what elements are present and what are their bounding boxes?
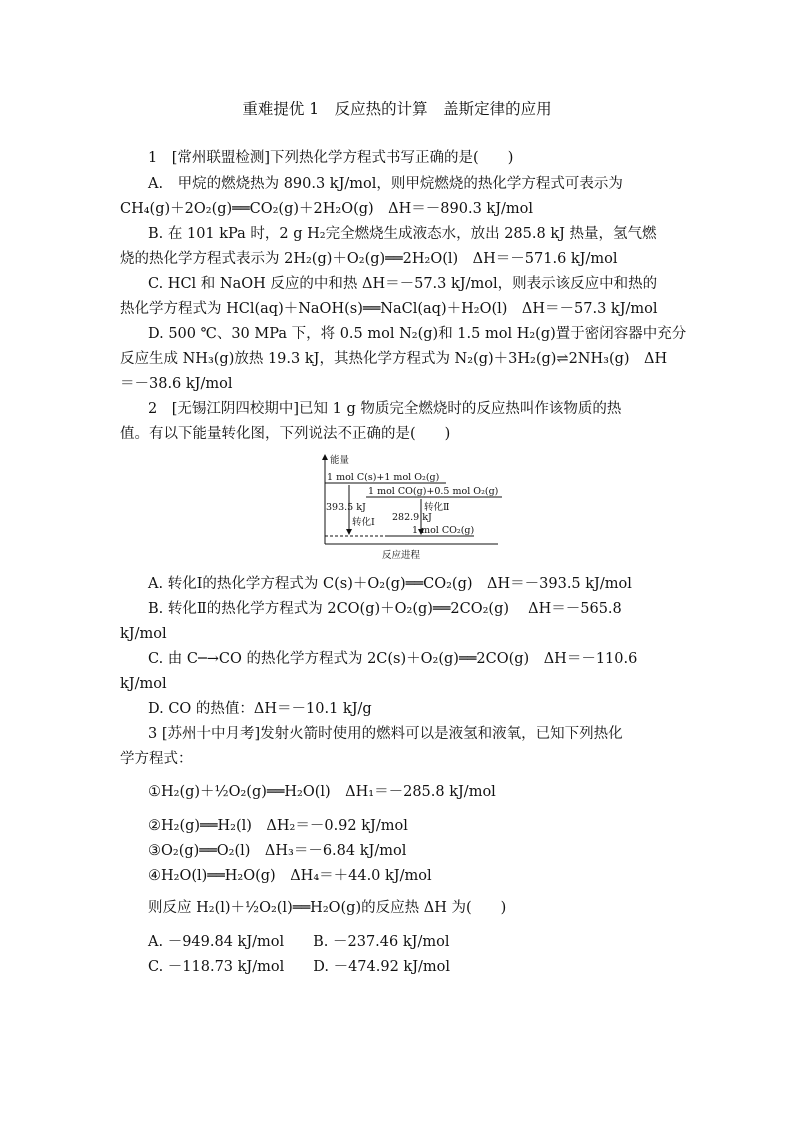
level-mid-label: 1 mol CO(g)+0.5 mol O₂(g) bbox=[368, 486, 499, 497]
q2-stem-line2: 值。有以下能量转化图，下列说法不正确的是( ) bbox=[120, 426, 451, 442]
q3-equation-4: ④H₂O(l)══H₂O(g) ΔH₄＝＋44.0 kJ/mol bbox=[148, 868, 432, 884]
y-axis-label: 能量 bbox=[330, 455, 350, 466]
q2-stem-line1: 2 [无锡江阴四校期中]已知 1 g 物质完全燃烧时的反应热叫作该物质的热 bbox=[148, 401, 622, 417]
q3-stem-line1: 3 [苏州十中月考]发射火箭时使用的燃料可以是液氢和液氧，已知下列热化 bbox=[148, 726, 623, 742]
conversion-1-label: 转化Ⅰ bbox=[352, 517, 375, 528]
q1-option-a-line2: CH₄(g)＋2O₂(g)══CO₂(g)＋2H₂O(g) ΔH＝－890.3 kJ/mol bbox=[120, 201, 534, 217]
delta-1-label: 393.5 kJ bbox=[326, 502, 366, 513]
q1-option-c-line2: 热化学方程式为 HCl(aq)＋NaOH(s)══NaCl(aq)＋H₂O(l) ΔH＝－57.3 kJ/mol bbox=[120, 301, 658, 317]
q1-option-c-line1: C. HCl 和 NaOH 反应的中和热 ΔH＝－57.3 kJ/mol，则表示该反应中和热的 bbox=[148, 276, 658, 292]
level-bottom-label: 1 mol CO₂(g) bbox=[412, 525, 475, 536]
q2-option-c-line1: C. 由 C─→CO 的热化学方程式为 2C(s)＋O₂(g)══2CO(g) ΔH＝－110.6 bbox=[148, 651, 638, 667]
energy-diagram bbox=[316, 452, 506, 564]
q3-equation-3: ③O₂(g)══O₂(l) ΔH₃＝－6.84 kJ/mol bbox=[148, 843, 407, 859]
q1-option-b-line1: B. 在 101 kPa 时，2 g H₂完全燃烧生成液态水，放出 285.8 kJ 热量，氢气燃 bbox=[148, 226, 657, 242]
q1-option-b-line2: 烧的热化学方程式表示为 2H₂(g)＋O₂(g)══2H₂O(l) ΔH＝－571.6 kJ/mol bbox=[120, 251, 618, 267]
q3-equation-1: ①H₂(g)＋½O₂(g)══H₂O(l) ΔH₁＝－285.8 kJ/mol bbox=[148, 784, 496, 800]
page-title: 重难提优 1 反应热的计算 盖斯定律的应用 bbox=[242, 100, 552, 118]
x-axis-label: 反应进程 bbox=[382, 550, 421, 561]
q3-options-ab: A. －949.84 kJ/mol B. －237.46 kJ/mol bbox=[148, 934, 450, 950]
q1-option-d-line2: 反应生成 NH₃(g)放热 19.3 kJ，其热化学方程式为 N₂(g)＋3H₂(g)⇌2NH₃(g) ΔH bbox=[120, 351, 668, 367]
q2-option-c-line2: kJ/mol bbox=[120, 676, 167, 692]
q2-option-b-line2: kJ/mol bbox=[120, 626, 167, 642]
q3-stem-line2: 学方程式： bbox=[120, 751, 193, 767]
conversion-2-label: 转化Ⅱ bbox=[424, 502, 450, 513]
q3-options-cd: C. －118.73 kJ/mol D. －474.92 kJ/mol bbox=[148, 959, 451, 975]
q2-option-a: A. 转化Ⅰ的热化学方程式为 C(s)＋O₂(g)══CO₂(g) ΔH＝－393.5 kJ/mol bbox=[148, 576, 632, 592]
q1-stem: 1 [常州联盟检测]下列热化学方程式书写正确的是( ) bbox=[148, 150, 514, 166]
level-top-label: 1 mol C(s)+1 mol O₂(g) bbox=[327, 472, 440, 483]
delta-2-label: 282.9 kJ bbox=[392, 512, 432, 523]
q1-option-d-line3: ＝－38.6 kJ/mol bbox=[120, 376, 233, 392]
q1-option-d-line1: D. 500 ℃、30 MPa 下，将 0.5 mol N₂(g)和 1.5 mol H₂(g)置于密闭容器中充分 bbox=[148, 326, 687, 342]
q3-question: 则反应 H₂(l)＋½O₂(l)══H₂O(g)的反应热 ΔH 为( ) bbox=[148, 900, 507, 916]
q3-equation-2: ②H₂(g)══H₂(l) ΔH₂＝－0.92 kJ/mol bbox=[148, 818, 408, 834]
q2-option-d: D. CO 的热值：ΔH＝－10.1 kJ/g bbox=[148, 701, 372, 717]
q1-option-a-line1: A. 甲烷的燃烧热为 890.3 kJ/mol，则甲烷燃烧的热化学方程式可表示为 bbox=[148, 176, 623, 192]
q2-option-b-line1: B. 转化Ⅱ的热化学方程式为 2CO(g)＋O₂(g)══2CO₂(g) ΔH＝－565.8 bbox=[148, 601, 622, 617]
